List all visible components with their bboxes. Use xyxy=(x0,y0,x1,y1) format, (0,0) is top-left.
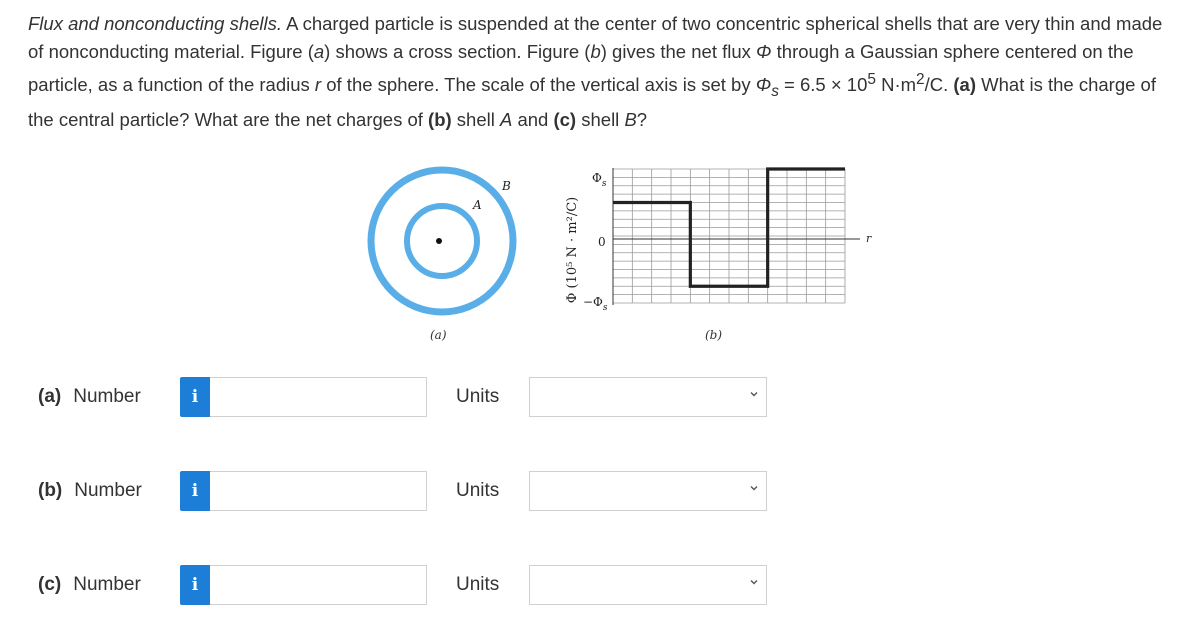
row-label xyxy=(38,386,141,408)
question-b-label: (b) xyxy=(428,108,452,130)
phi-s-symbol: Φ xyxy=(755,74,772,96)
row-label xyxy=(38,574,141,596)
phi-s-subscript: s xyxy=(771,82,779,100)
question-c-label: (c) xyxy=(553,108,577,130)
number-input[interactable] xyxy=(210,565,427,605)
problem-text-1: A charged particle is suspended at the center of two concentric spherical shells that are very thin and made of nonconducting material. Figure ( xyxy=(28,13,1163,62)
y-axis-label: Φ (10⁵ N · m²/C) xyxy=(565,196,580,304)
shell-b-ref: B xyxy=(624,108,637,130)
question-and: and xyxy=(512,108,554,130)
units-label: Units xyxy=(456,574,500,595)
problem-title: Flux and nonconducting shells. xyxy=(28,13,283,34)
problem-text-6: = 6.5 × 10 xyxy=(778,74,868,96)
fig-a-ref: a xyxy=(313,41,325,62)
chevron-down-icon xyxy=(748,482,760,494)
figure-b xyxy=(565,168,872,342)
figure-area xyxy=(0,150,1185,350)
question-b-text: shell xyxy=(451,108,500,130)
chevron-down-icon xyxy=(748,576,760,588)
figures-svg xyxy=(0,150,1185,350)
info-button[interactable]: i xyxy=(180,565,210,605)
answer-row-b xyxy=(0,471,1185,513)
x-axis-label: r xyxy=(866,232,872,245)
exp-2: 2 xyxy=(916,71,925,88)
question-c-text: shell xyxy=(576,108,625,130)
info-button[interactable]: i xyxy=(180,377,210,417)
number-input[interactable] xyxy=(210,471,427,511)
answer-row-c xyxy=(0,565,1185,607)
shell-a-ref: A xyxy=(499,108,513,130)
central-particle xyxy=(436,238,442,244)
problem-text-4: through a Gaussian sphere centered on the particle, as a function of the radius xyxy=(28,41,1134,96)
units-dropdown[interactable] xyxy=(529,471,767,511)
fig-b-ref: b xyxy=(590,41,601,62)
tick-label-zero: 0 xyxy=(598,235,606,249)
phi-symbol: Φ xyxy=(756,41,772,62)
problem-text-7: N·m xyxy=(875,74,917,96)
question-a-text: What is the charge of the central particle? What are the net charges of xyxy=(28,74,1156,130)
problem-text-3: ) gives the net flux xyxy=(600,41,757,62)
number-label: Number xyxy=(73,386,141,407)
label-shell-b: B xyxy=(502,179,511,193)
units-label: Units xyxy=(456,480,500,501)
problem-text-5: of the sphere. The scale of the vertical axis is set by xyxy=(321,74,756,96)
tick-label-bottom: $-\Phi_s$ xyxy=(583,295,608,313)
tick-label-top: $\Phi_s$ xyxy=(592,171,607,189)
label-shell-a: A xyxy=(473,198,482,212)
exp-5: 5 xyxy=(867,71,876,88)
info-button[interactable]: i xyxy=(180,471,210,511)
row-label xyxy=(38,480,142,502)
number-label: Number xyxy=(74,480,142,501)
problem-text-8: /C. xyxy=(924,74,954,96)
answer-row-a xyxy=(0,377,1185,419)
units-dropdown[interactable] xyxy=(529,565,767,605)
problem-text-2: ) shows a cross section. Figure ( xyxy=(324,41,591,62)
chart-grid xyxy=(613,169,845,303)
caption-a: (a) xyxy=(430,328,447,342)
units-dropdown[interactable] xyxy=(529,377,767,417)
chevron-down-icon xyxy=(748,388,760,400)
part-label: (b) xyxy=(38,480,63,501)
question-end: ? xyxy=(636,108,648,130)
problem-statement xyxy=(28,10,1173,134)
number-label: Number xyxy=(73,574,141,595)
units-label: Units xyxy=(456,386,500,407)
caption-b: (b) xyxy=(705,328,723,342)
part-label: (c) xyxy=(38,574,62,595)
part-label: (a) xyxy=(38,386,62,407)
number-input[interactable] xyxy=(210,377,427,417)
question-a-label: (a) xyxy=(953,74,977,96)
r-symbol: r xyxy=(314,74,322,96)
figure-a xyxy=(371,170,513,342)
